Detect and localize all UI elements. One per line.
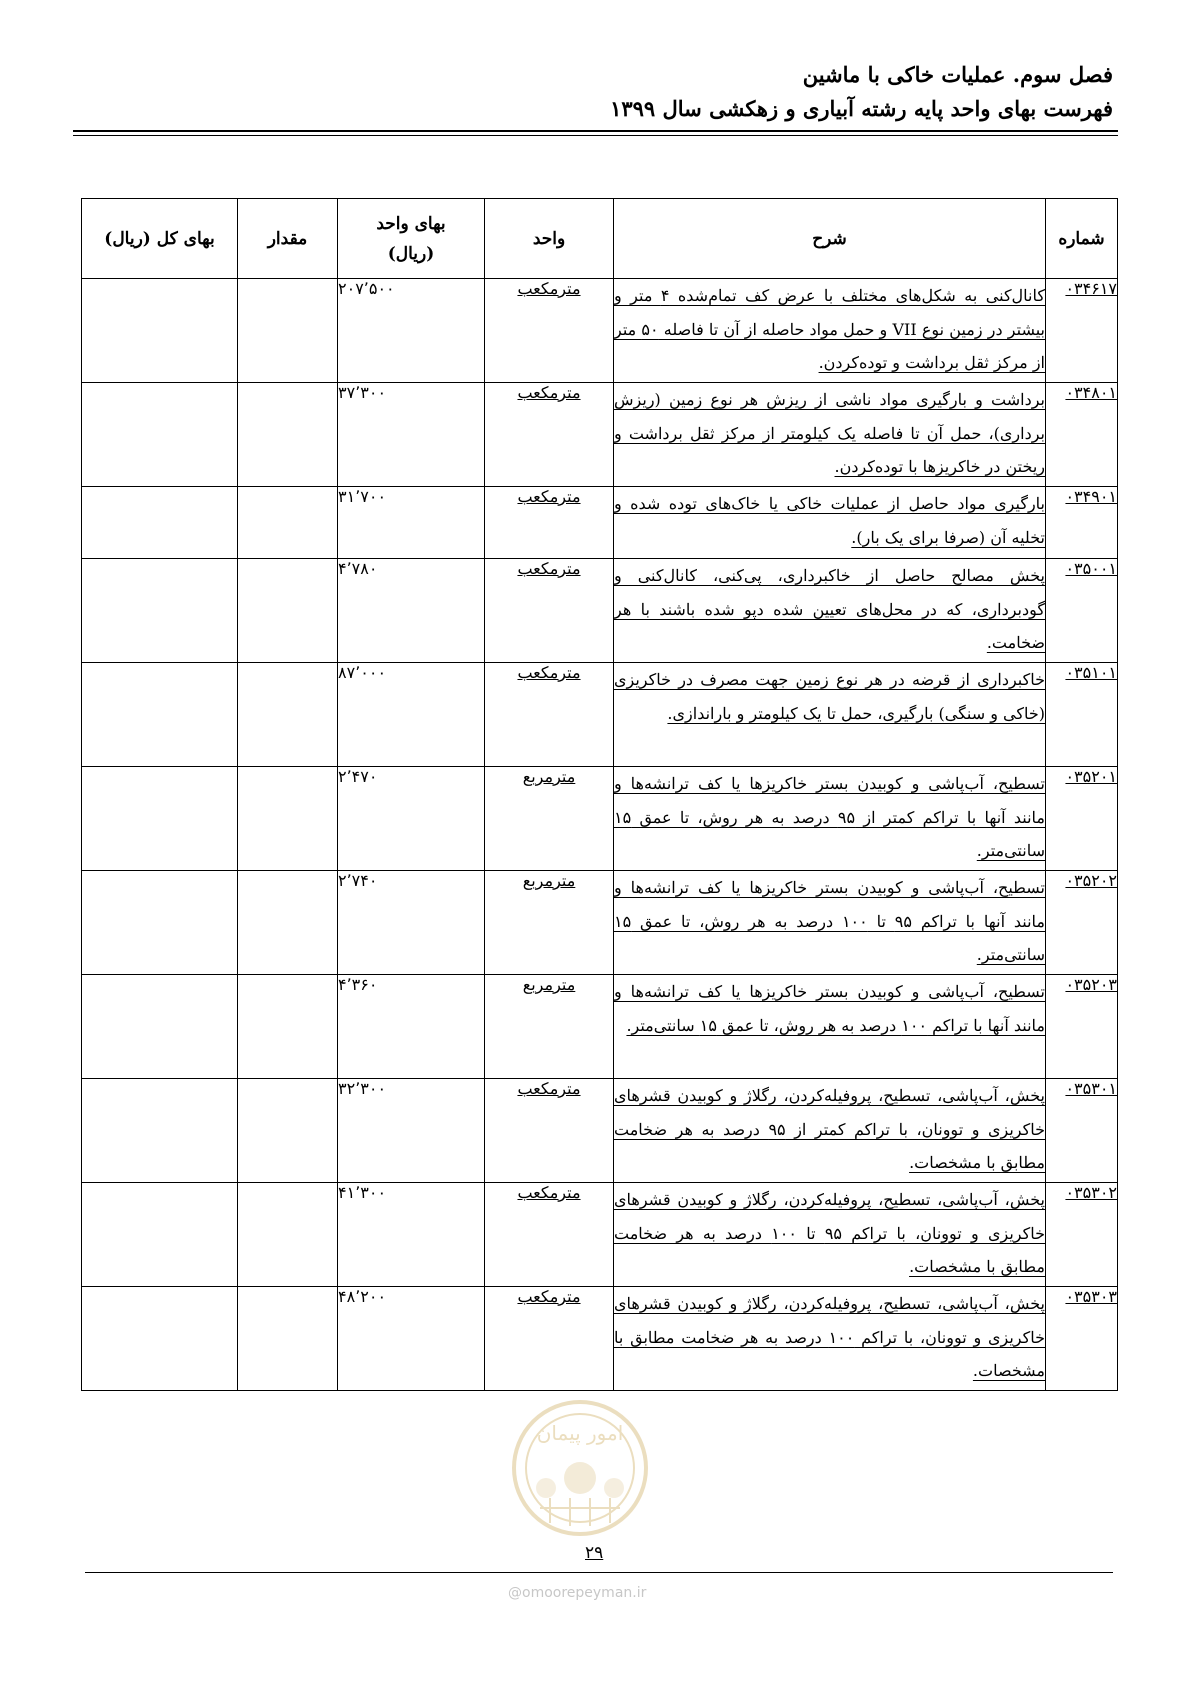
item-description-text: برداشت و بارگیری مواد ناشی از ریزش هر نوع زمین (ریزش برداری)، حمل آن تا فاصله یک کیلومتر از مرکز ثقل برداشت و ریختن در خاکریزها با توده‌کردن.	[614, 390, 1045, 476]
item-description-text: تسطیح، آب‌پاشی و کوبیدن بستر خاکریزها یا کف ترانشه‌ها و مانند آنها با تراکم کمتر از ۹۵ درصد به هر روش، تا عمق ۱۵ سانتی‌متر.	[614, 774, 1045, 860]
item-code-text: ۰۳۴۹۰۱	[1065, 487, 1117, 506]
item-unit-price-text: ۲٬۴۷۰	[338, 767, 378, 786]
table-row	[82, 767, 1118, 871]
item-code	[1046, 1079, 1118, 1183]
col-header-code: شماره	[1046, 199, 1118, 279]
item-description	[614, 1287, 1046, 1391]
item-description-text: پخش مصالح حاصل از خاکبرداری، پی‌کنی، کانال‌کنی و گودبرداری، که در محل‌های تعیین شده دپو شده باشند با هر ضخامت.	[614, 566, 1045, 652]
chapter-title: فصل سوم. عملیات خاکی با ماشین	[802, 62, 1113, 87]
item-unit	[485, 663, 614, 767]
item-code-text: ۰۳۴۶۱۷	[1065, 279, 1117, 298]
item-quantity	[238, 279, 338, 383]
item-unit-price	[338, 871, 485, 975]
item-total	[82, 871, 238, 975]
header-rule-thick	[73, 130, 1118, 132]
item-quantity	[238, 559, 338, 663]
item-quantity	[238, 487, 338, 559]
item-unit-price-text: ۴٬۷۸۰	[338, 559, 378, 578]
item-description	[614, 1079, 1046, 1183]
item-description	[614, 559, 1046, 663]
item-code-text: ۰۳۵۱۰۱	[1065, 663, 1117, 682]
table-row	[82, 1287, 1118, 1391]
col-header-quantity: مقدار	[238, 199, 338, 279]
item-unit-text: مترمربع	[522, 975, 576, 994]
item-description-text: پخش، آب‌پاشی، تسطیح، پروفیله‌کردن، رگلاژ و کوبیدن قشرهای خاکریزی و توونان، با تراکم کمتر از ۹۵ درصد به هر ضخامت مطابق با مشخصات.	[614, 1086, 1046, 1172]
item-description-text: کانال‌کنی به شکل‌های مختلف با عرض کف تمام‌شده ۴ متر و بیشتر در زمین نوع VII و حمل مواد حاصله از آن تا فاصله ۵۰ متر از مرکز ثقل برداشت و توده‌کردن.	[614, 286, 1046, 372]
stamp-label: امور پیمان	[536, 1421, 624, 1445]
item-code	[1046, 279, 1118, 383]
item-unit-text: مترمربع	[522, 767, 576, 786]
item-unit-price	[338, 559, 485, 663]
item-unit	[485, 279, 614, 383]
item-unit-price-text: ۴۸٬۲۰۰	[338, 1287, 387, 1306]
item-description	[614, 663, 1046, 767]
table-row	[82, 871, 1118, 975]
item-total	[82, 975, 238, 1079]
item-unit-price	[338, 1079, 485, 1183]
item-code	[1046, 663, 1118, 767]
item-unit-text: مترمکعب	[517, 1287, 581, 1306]
col-header-total: بهای کل (ریال)	[82, 199, 238, 279]
item-code-text: ۰۳۵۳۰۳	[1065, 1287, 1117, 1306]
header-rule-thin	[73, 135, 1118, 136]
item-total	[82, 383, 238, 487]
item-code	[1046, 1183, 1118, 1287]
footer-rule	[85, 1572, 1113, 1573]
item-quantity	[238, 767, 338, 871]
watermark-text: @omoorepeyman.ir	[508, 1585, 647, 1601]
item-unit-price-text: ۴٬۳۶۰	[338, 975, 378, 994]
price-list-table	[81, 198, 1118, 1391]
item-total	[82, 663, 238, 767]
item-description	[614, 975, 1046, 1079]
item-total	[82, 1287, 238, 1391]
item-unit-text: مترمکعب	[517, 487, 581, 506]
item-quantity	[238, 1183, 338, 1287]
item-unit-price-text: ۳۱٬۷۰۰	[338, 487, 387, 506]
table-row	[82, 663, 1118, 767]
table-row	[82, 487, 1118, 559]
item-description-text: پخش، آب‌پاشی، تسطیح، پروفیله‌کردن، رگلاژ و کوبیدن قشرهای خاکریزی و توونان، با تراکم ۱۰۰ درصد به هر ضخامت مطابق با مشخصات.	[614, 1294, 1045, 1380]
organization-stamp	[510, 1398, 650, 1538]
item-code-text: ۰۳۵۲۰۱	[1065, 767, 1117, 786]
item-unit-price	[338, 279, 485, 383]
item-unit-text: مترمکعب	[517, 1183, 581, 1202]
item-code-text: ۰۳۴۸۰۱	[1065, 383, 1117, 402]
item-code-text: ۰۳۵۲۰۲	[1065, 871, 1117, 890]
item-description	[614, 487, 1046, 559]
item-description-text: بارگیری مواد حاصل از عملیات خاکی یا خاک‌های توده شده و تخلیه آن (صرفا برای یک بار).	[614, 494, 1045, 547]
item-description	[614, 767, 1046, 871]
item-total	[82, 1183, 238, 1287]
item-code	[1046, 383, 1118, 487]
item-unit-text: مترمربع	[522, 871, 576, 890]
item-unit-price-text: ۸۷٬۰۰۰	[338, 663, 387, 682]
item-unit-text: مترمکعب	[517, 1079, 581, 1098]
item-description-text: پخش، آب‌پاشی، تسطیح، پروفیله‌کردن، رگلاژ و کوبیدن قشرهای خاکریزی و توونان، با تراکم ۹۵ تا ۱۰۰ درصد به هر ضخامت مطابق با مشخصات.	[614, 1190, 1045, 1276]
item-unit-text: مترمکعب	[517, 559, 581, 578]
item-unit-price-text: ۳۷٬۳۰۰	[338, 383, 387, 402]
item-description-text: تسطیح، آب‌پاشی و کوبیدن بستر خاکریزها یا کف ترانشه‌ها و مانند آنها با تراکم ۱۰۰ درصد به هر روش، تا عمق ۱۵ سانتی‌متر.	[614, 982, 1045, 1035]
document-title: فهرست بهای واحد پایه رشته آبیاری و زهکشی سال ۱۳۹۹	[610, 96, 1113, 121]
item-unit	[485, 383, 614, 487]
page-header	[73, 58, 1113, 126]
item-code	[1046, 487, 1118, 559]
item-unit-price-text: ۴۱٬۳۰۰	[338, 1183, 387, 1202]
item-unit-price-text: ۳۲٬۳۰۰	[338, 1079, 387, 1098]
item-quantity	[238, 871, 338, 975]
item-quantity	[238, 383, 338, 487]
item-unit-price	[338, 1287, 485, 1391]
item-code	[1046, 975, 1118, 1079]
item-unit	[485, 1183, 614, 1287]
item-quantity	[238, 1079, 338, 1183]
table-row	[82, 1183, 1118, 1287]
item-unit-price-text: ۲٬۷۴۰	[338, 871, 378, 890]
item-code-text: ۰۳۵۳۰۱	[1065, 1079, 1117, 1098]
item-unit	[485, 487, 614, 559]
item-total	[82, 1079, 238, 1183]
item-code-text: ۰۳۵۲۰۳	[1065, 975, 1117, 994]
item-code-text: ۰۳۵۳۰۲	[1065, 1183, 1117, 1202]
table-row	[82, 383, 1118, 487]
item-code	[1046, 559, 1118, 663]
item-quantity	[238, 663, 338, 767]
item-unit-price	[338, 383, 485, 487]
item-unit	[485, 1287, 614, 1391]
item-unit	[485, 559, 614, 663]
item-description	[614, 1183, 1046, 1287]
item-description-text: خاکبرداری از قرضه در هر نوع زمین جهت مصرف در خاکریزی (خاکی و سنگی) بارگیری، حمل تا یک کیلومتر و باراندازی.	[614, 670, 1045, 723]
item-code	[1046, 871, 1118, 975]
item-unit	[485, 871, 614, 975]
item-total	[82, 559, 238, 663]
item-total	[82, 487, 238, 559]
item-description	[614, 383, 1046, 487]
item-total	[82, 767, 238, 871]
item-code-text: ۰۳۵۰۰۱	[1065, 559, 1117, 578]
col-header-description: شرح	[614, 199, 1046, 279]
item-unit-price	[338, 663, 485, 767]
item-unit-text: مترمکعب	[517, 279, 581, 298]
table-header-row	[82, 199, 1118, 279]
page-number: ۲۹	[585, 1543, 604, 1563]
item-unit-price	[338, 487, 485, 559]
item-unit-price	[338, 1183, 485, 1287]
col-header-unit-price: بهای واحد (ریال)	[338, 199, 485, 279]
table-row	[82, 975, 1118, 1079]
item-unit	[485, 767, 614, 871]
item-description	[614, 871, 1046, 975]
item-unit	[485, 975, 614, 1079]
item-total	[82, 279, 238, 383]
item-unit-text: مترمکعب	[517, 383, 581, 402]
item-unit-text: مترمکعب	[517, 663, 581, 682]
item-unit-price-text: ۲۰۷٬۵۰۰	[338, 279, 395, 298]
item-unit-price	[338, 975, 485, 1079]
item-unit-price	[338, 767, 485, 871]
item-code	[1046, 1287, 1118, 1391]
table-row	[82, 559, 1118, 663]
col-header-unit: واحد	[485, 199, 614, 279]
item-quantity	[238, 975, 338, 1079]
item-quantity	[238, 1287, 338, 1391]
item-unit	[485, 1079, 614, 1183]
item-description	[614, 279, 1046, 383]
table-row	[82, 1079, 1118, 1183]
item-description-text: تسطیح، آب‌پاشی و کوبیدن بستر خاکریزها یا کف ترانشه‌ها و مانند آنها با تراکم ۹۵ تا ۱۰۰ درصد به هر روش، تا عمق ۱۵ سانتی‌متر.	[614, 878, 1045, 964]
item-code	[1046, 767, 1118, 871]
table-row	[82, 279, 1118, 383]
